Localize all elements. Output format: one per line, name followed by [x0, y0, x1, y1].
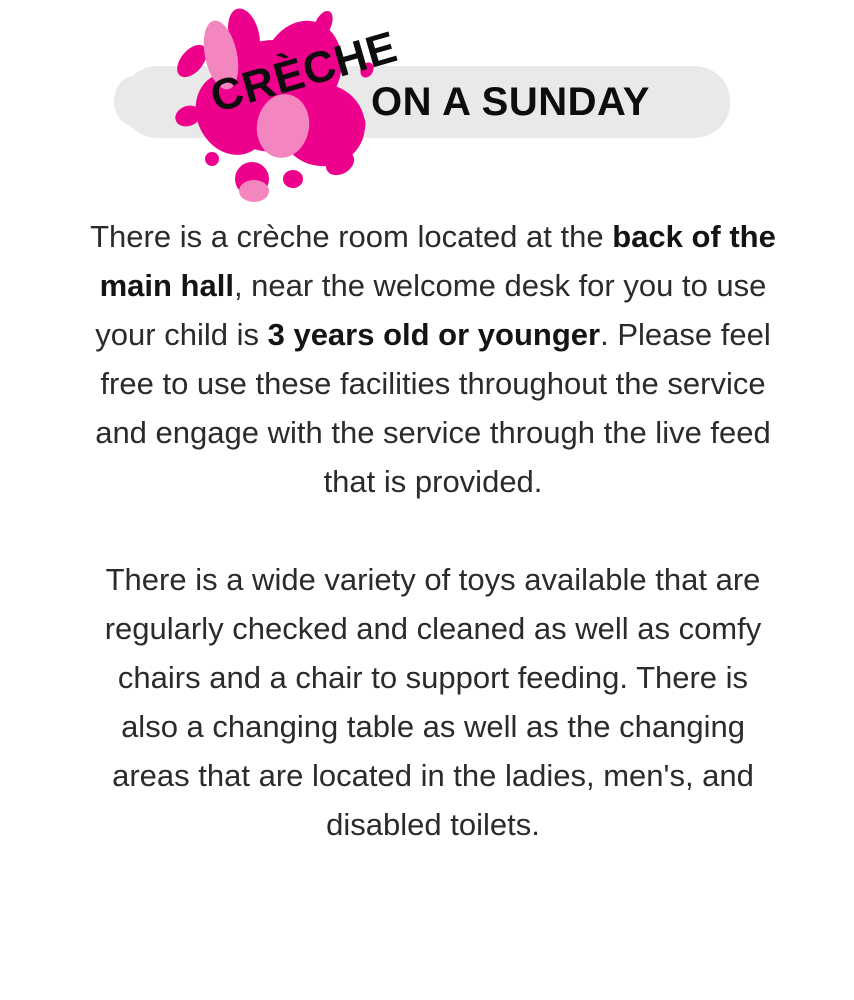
paragraph-creche-room: [88, 212, 778, 506]
para1-bold1: back of the main hall: [99, 219, 776, 303]
page-header: [0, 0, 854, 205]
paragraph-facilities: There is a wide variety of toys available that are regularly checked and cleaned as well as comfy chairs and a chair to support feeding. There is also a changing table as well as the changing areas that are located in the ladies, men's, and disabled toilets.: [104, 562, 762, 842]
para1-seg3: . Please feel free to use these facilities throughout the service and engage with the service through the live feed that is provided.: [95, 317, 771, 499]
para1-seg2: , near the welcome desk for you to use your child is: [95, 268, 767, 352]
para1-bold2: 3 years old or younger: [267, 317, 601, 352]
body-copy: [88, 212, 778, 849]
title-word-creche: CRÈCHE: [205, 22, 403, 123]
page-title: [0, 0, 854, 205]
title-words-on-a-sunday: ON A SUNDAY: [371, 80, 650, 124]
para1-seg1: There is a crèche room located at the: [90, 219, 613, 254]
